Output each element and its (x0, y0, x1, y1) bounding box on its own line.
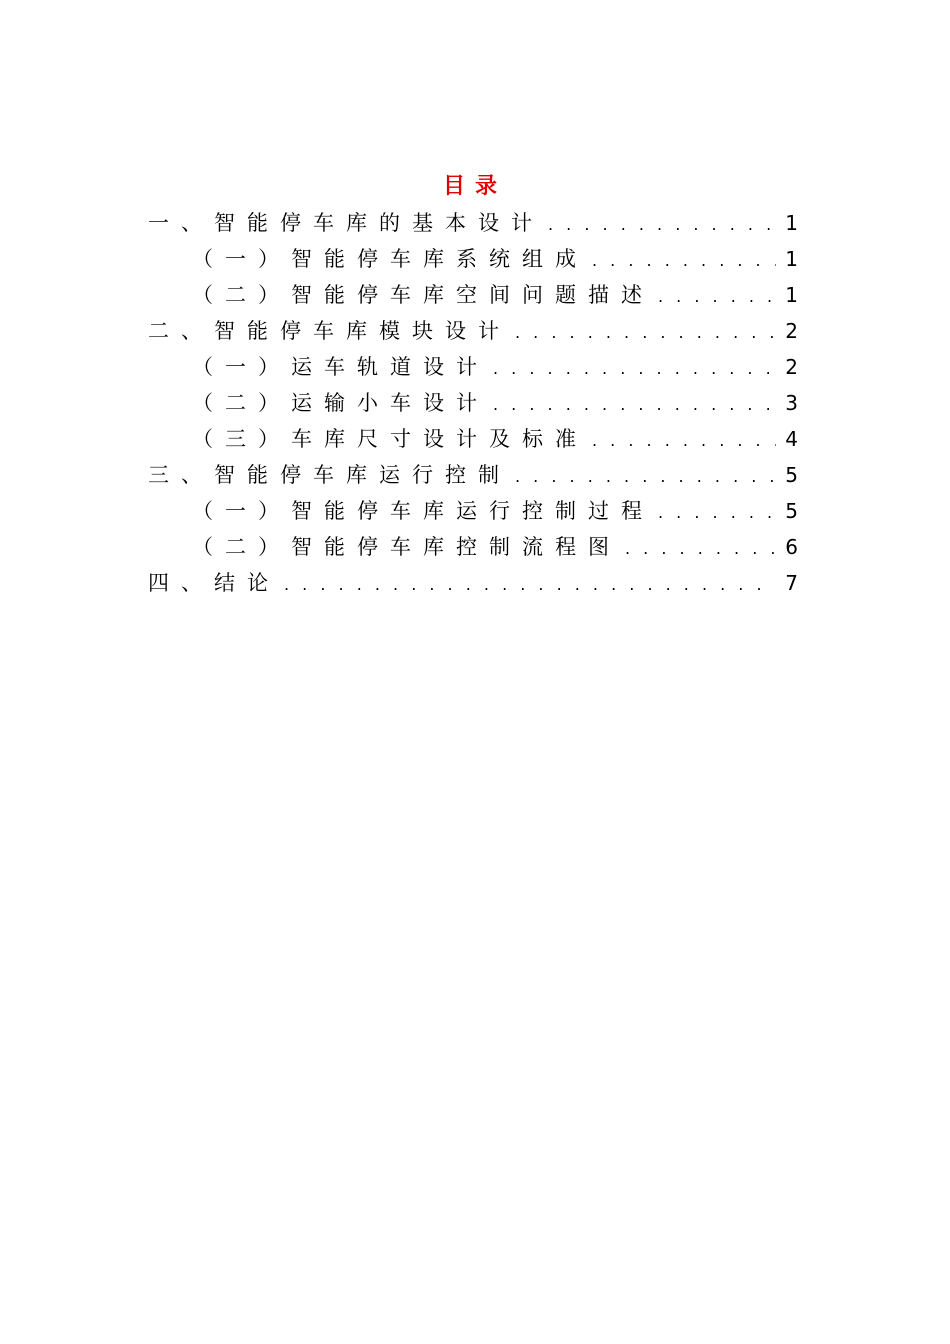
toc-entry[interactable] (148, 313, 798, 349)
toc-entry-text: 二、智能停车库模块设计 (148, 319, 511, 343)
toc-page-number: 2 (785, 319, 798, 343)
dot-leader (588, 243, 776, 279)
toc-entry[interactable] (148, 565, 798, 601)
dot-leader (489, 351, 776, 387)
toc-entry[interactable] (148, 457, 798, 493)
toc-page-number: 3 (785, 391, 798, 415)
toc-page-number: 1 (785, 211, 798, 235)
toc-entry[interactable] (148, 421, 798, 457)
dot-leader (489, 387, 776, 423)
toc-entry-text: （三）车库尺寸设计及标准 (192, 427, 588, 451)
toc-entry-text: （二）智能停车库空间问题描述 (192, 283, 654, 307)
dot-leader (544, 207, 776, 243)
toc-entry[interactable] (148, 385, 798, 421)
toc-page-number: 6 (785, 535, 798, 559)
toc-entry[interactable] (148, 493, 798, 529)
dot-leader (588, 423, 776, 459)
toc-entry[interactable] (148, 277, 798, 313)
dot-leader (654, 495, 776, 531)
toc-page-number: 1 (785, 247, 798, 271)
toc-entry-text: （一）运车轨道设计 (192, 355, 489, 379)
toc-entry-text: （二）运输小车设计 (192, 391, 489, 415)
toc-entry-text: 一、智能停车库的基本设计 (148, 211, 544, 235)
table-of-contents (148, 205, 798, 601)
dot-leader (280, 567, 776, 603)
toc-page-number: 5 (785, 463, 798, 487)
toc-entry-text: （一）智能停车库运行控制过程 (192, 499, 654, 523)
dot-leader (654, 279, 776, 315)
toc-entry[interactable] (148, 205, 798, 241)
toc-page-number: 2 (785, 355, 798, 379)
toc-title: 目录 (442, 174, 507, 199)
toc-page-number: 5 (785, 499, 798, 523)
toc-entry[interactable] (148, 529, 798, 565)
dot-leader (621, 531, 776, 567)
toc-entry-text: 四、结论 (148, 571, 280, 595)
dot-leader (511, 315, 776, 351)
toc-entry[interactable] (148, 349, 798, 385)
toc-entry[interactable] (148, 241, 798, 277)
toc-page-number: 4 (785, 427, 798, 451)
toc-page-number: 1 (785, 283, 798, 307)
toc-entry-text: 三、智能停车库运行控制 (148, 463, 511, 487)
dot-leader (511, 459, 776, 495)
toc-entry-text: （一）智能停车库系统组成 (192, 247, 588, 271)
toc-entry-text: （二）智能停车库控制流程图 (192, 535, 621, 559)
toc-page-number: 7 (785, 571, 798, 595)
